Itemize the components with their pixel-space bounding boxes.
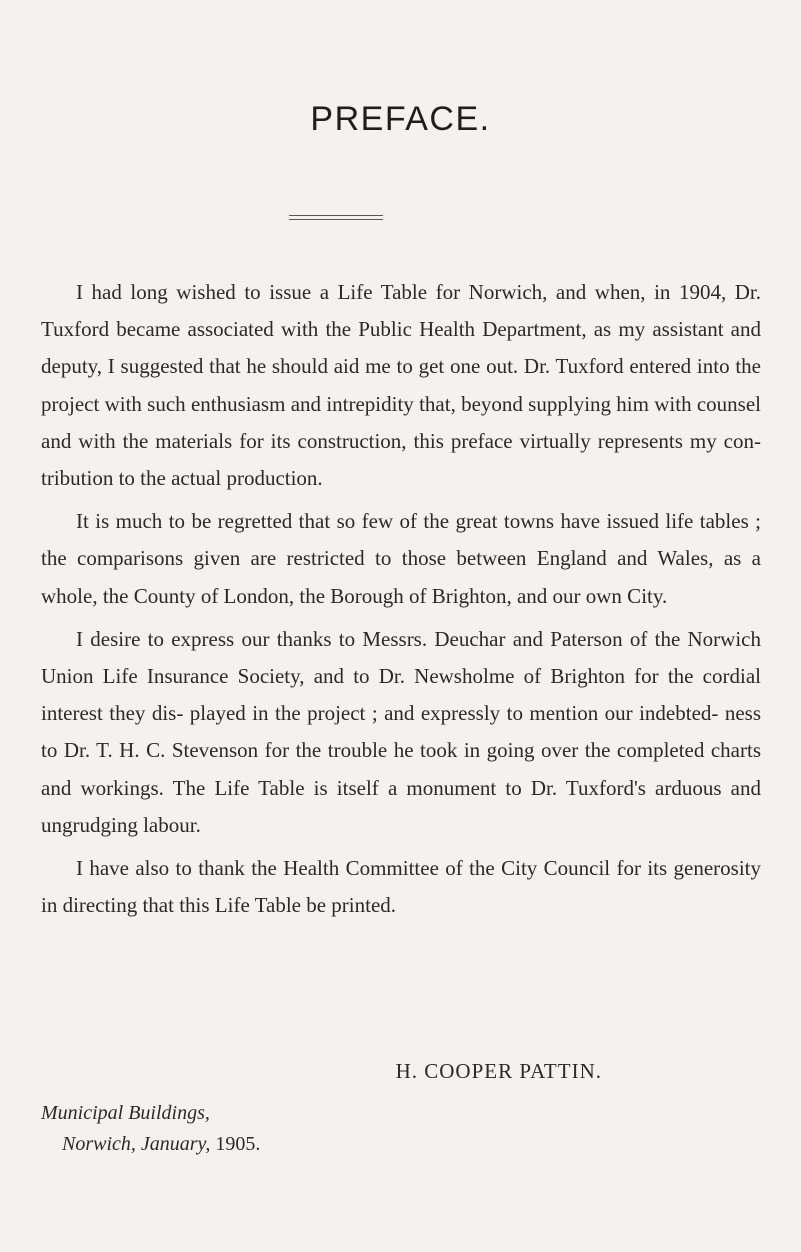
paragraph-3: I desire to express our thanks to Messrs. Deuchar and Paterson of the Norwich Union Life Insurance Society, and to Dr. Newsholme of Brighton for the cordial interest they dis- played in the project ; and expressly to mention our indebted- ness to Dr. T. H. C. Stevenson for the trouble he took in going over the completed charts and workings. The Life Table is itself a monument to Dr. Tuxford's arduous and ungrudging labour.	[41, 626, 761, 837]
place-and-date	[41, 1098, 260, 1160]
title-rule-bottom	[289, 219, 383, 220]
place-line-1: Municipal Buildings,	[41, 1102, 210, 1124]
paragraph-2: It is much to be regretted that so few of the great towns have issued life tables ; the comparisons given are restricted to those between England and Wales, as a whole, the County of London, the Borough of Brighton, and our own City.	[41, 509, 761, 608]
place-line-2	[41, 1129, 260, 1160]
title-rule-top	[289, 215, 383, 216]
author-signature: H. COOPER PATTIN.	[395, 1059, 602, 1083]
place-city-month: Norwich, January,	[62, 1133, 211, 1155]
page-title: PREFACE.	[310, 100, 491, 138]
paragraph-4: I have also to thank the Health Committee of the City Council for its generosity in directing that this Life Table be printed.	[41, 856, 761, 918]
place-year: 1905.	[215, 1133, 261, 1155]
paragraph-1: I had long wished to issue a Life Table for Norwich, and when, in 1904, Dr. Tuxford became associated with the Public Health Department, as my assistant and deputy, I suggested that he should aid me to get one out. Dr. Tuxford entered into the project with such enthusiasm and intrepidity that, beyond supplying him with counsel and with the materials for its construction, this preface virtually represents my con- tribution to the actual production.	[41, 280, 761, 491]
preface-body	[41, 274, 761, 930]
